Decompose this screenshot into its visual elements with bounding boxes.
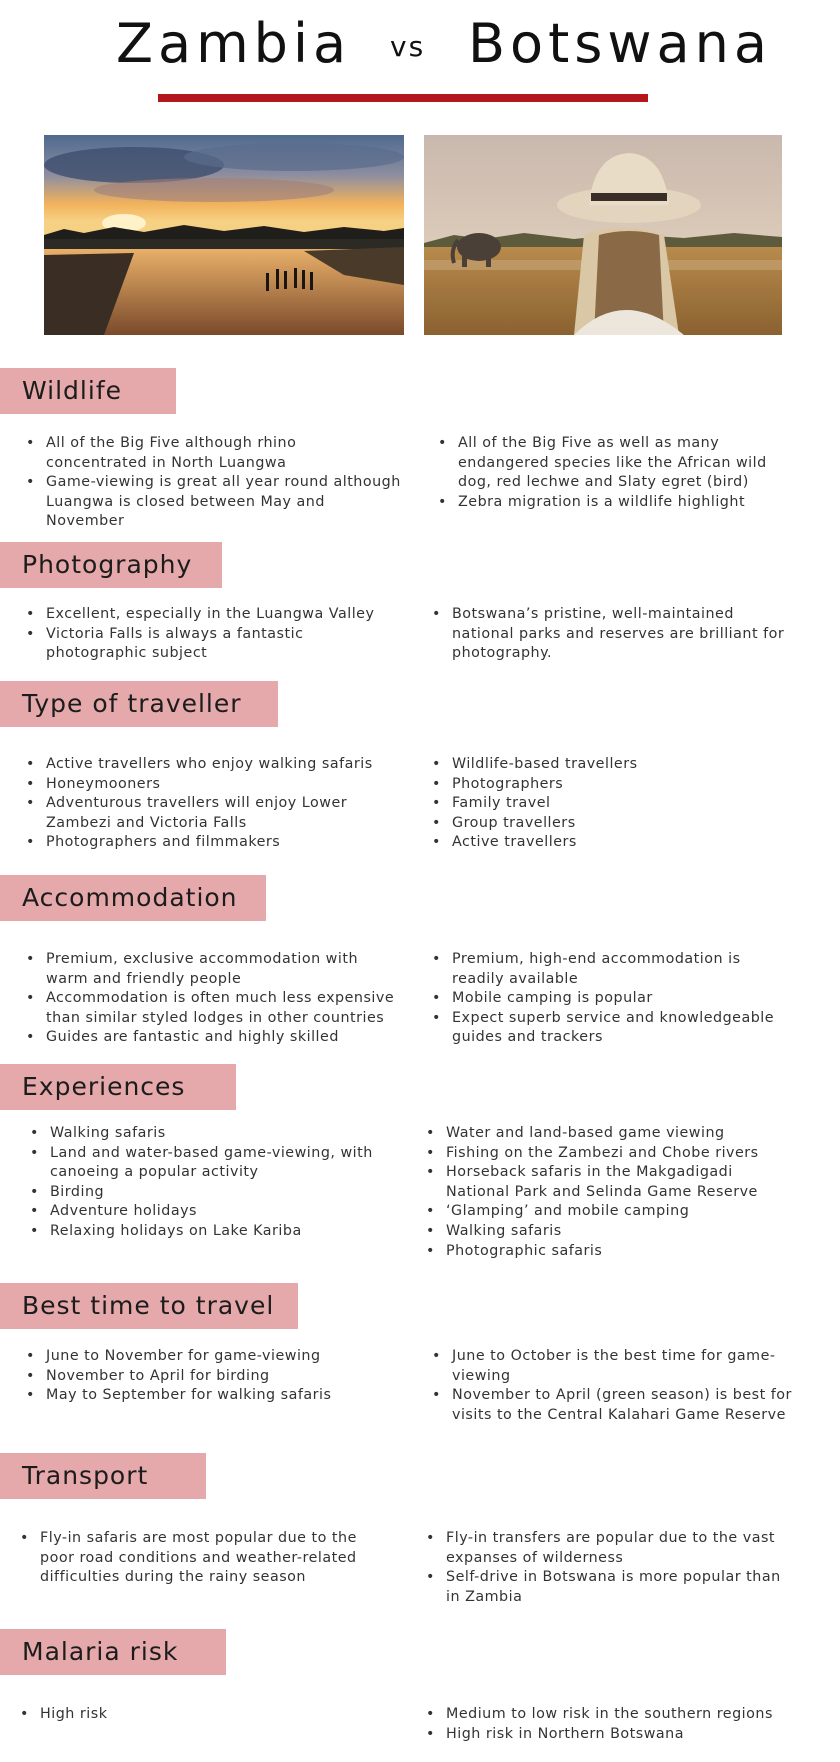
list-item: • June to October is the best time for game-viewing xyxy=(432,1347,797,1386)
list-item: • Walking safaris xyxy=(426,1222,791,1242)
list-item: • High risk xyxy=(20,1705,395,1725)
list-item: • Group travellers xyxy=(432,814,797,834)
list-item: • Walking safaris xyxy=(30,1124,405,1144)
list-item: • Water and land-based game viewing xyxy=(426,1124,791,1144)
section-title: Best time to travel xyxy=(0,1283,298,1329)
botswana-list xyxy=(426,1124,791,1261)
list-item: • May to September for walking safaris xyxy=(26,1386,401,1406)
header xyxy=(0,0,840,110)
botswana-list xyxy=(432,1347,797,1425)
title-vs: vs xyxy=(390,30,426,63)
list-item: • Land and water-based game-viewing, with canoeing a popular activity xyxy=(30,1144,405,1183)
botswana-list xyxy=(438,434,803,512)
list-item: • Photographic safaris xyxy=(426,1242,791,1262)
title-zambia: Zambia xyxy=(116,12,352,75)
list-item: • Medium to low risk in the southern regions xyxy=(426,1705,791,1725)
list-item: • Photographers and filmmakers xyxy=(26,833,401,853)
zambia-list xyxy=(26,755,401,853)
list-item: • Fishing on the Zambezi and Chobe rivers xyxy=(426,1144,791,1164)
list-item: • Active travellers xyxy=(432,833,797,853)
list-item: • Family travel xyxy=(432,794,797,814)
list-item: • November to April (green season) is best for visits to the Central Kalahari Game Reserve xyxy=(432,1386,797,1425)
list-item: • Expect superb service and knowledgeable guides and trackers xyxy=(432,1009,797,1048)
list-item: • All of the Big Five as well as many endangered species like the African wild dog, red lechwe and Slaty egret (bird) xyxy=(438,434,803,493)
list-item: • Premium, exclusive accommodation with warm and friendly people xyxy=(26,950,401,989)
list-item: • Birding xyxy=(30,1183,405,1203)
botswana-list xyxy=(432,605,797,664)
list-item: • Premium, high-end accommodation is readily available xyxy=(432,950,797,989)
section-title: Photography xyxy=(0,542,222,588)
list-item: • Guides are fantastic and highly skilled xyxy=(26,1028,401,1048)
section-title: Wildlife xyxy=(0,368,176,414)
zambia-list xyxy=(26,605,401,664)
zambia-photo xyxy=(44,135,404,335)
section-title: Experiences xyxy=(0,1064,236,1110)
list-item: • Fly-in safaris are most popular due to the poor road conditions and weather-related difficulties during the rainy season xyxy=(20,1529,395,1588)
section-title: Accommodation xyxy=(0,875,266,921)
list-item: • Fly-in transfers are popular due to the vast expanses of wilderness xyxy=(426,1529,791,1568)
list-item: • Accommodation is often much less expensive than similar styled lodges in other countries xyxy=(26,989,401,1028)
list-item: • Horseback safaris in the Makgadigadi National Park and Selinda Game Reserve xyxy=(426,1163,791,1202)
list-item: • Self-drive in Botswana is more popular than in Zambia xyxy=(426,1568,791,1607)
botswana-list xyxy=(426,1529,791,1607)
section-title: Malaria risk xyxy=(0,1629,226,1675)
zambia-list xyxy=(26,434,401,532)
zambia-list xyxy=(26,1347,401,1406)
list-item: • Excellent, especially in the Luangwa Valley xyxy=(26,605,401,625)
list-item: • Adventurous travellers will enjoy Lower Zambezi and Victoria Falls xyxy=(26,794,401,833)
list-item: • ‘Glamping’ and mobile camping xyxy=(426,1202,791,1222)
list-item: • Mobile camping is popular xyxy=(432,989,797,1009)
list-item: • Victoria Falls is always a fantastic photographic subject xyxy=(26,625,401,664)
botswana-list xyxy=(432,950,797,1048)
section-title: Type of traveller xyxy=(0,681,278,727)
list-item: • November to April for birding xyxy=(26,1367,401,1387)
list-item: • All of the Big Five although rhino concentrated in North Luangwa xyxy=(26,434,401,473)
list-item: • Game-viewing is great all year round although Luangwa is closed between May and November xyxy=(26,473,401,532)
list-item: • Zebra migration is a wildlife highlight xyxy=(438,493,803,513)
zambia-list xyxy=(26,950,401,1048)
zambia-list xyxy=(30,1124,405,1242)
botswana-list xyxy=(432,755,797,853)
list-item: • Relaxing holidays on Lake Kariba xyxy=(30,1222,405,1242)
list-item: • High risk in Northern Botswana xyxy=(426,1725,791,1745)
list-item: • Active travellers who enjoy walking safaris xyxy=(26,755,401,775)
zambia-list xyxy=(20,1705,395,1725)
section-title: Transport xyxy=(0,1453,206,1499)
list-item: • June to November for game-viewing xyxy=(26,1347,401,1367)
title-underline xyxy=(158,94,648,102)
list-item: • Photographers xyxy=(432,775,797,795)
list-item: • Wildlife-based travellers xyxy=(432,755,797,775)
botswana-list xyxy=(426,1705,791,1744)
title-botswana: Botswana xyxy=(468,12,772,75)
botswana-photo xyxy=(424,135,782,335)
list-item: • Honeymooners xyxy=(26,775,401,795)
zambia-list xyxy=(20,1529,395,1588)
list-item: • Adventure holidays xyxy=(30,1202,405,1222)
list-item: • Botswana’s pristine, well-maintained national parks and reserves are brilliant for photography. xyxy=(432,605,797,664)
